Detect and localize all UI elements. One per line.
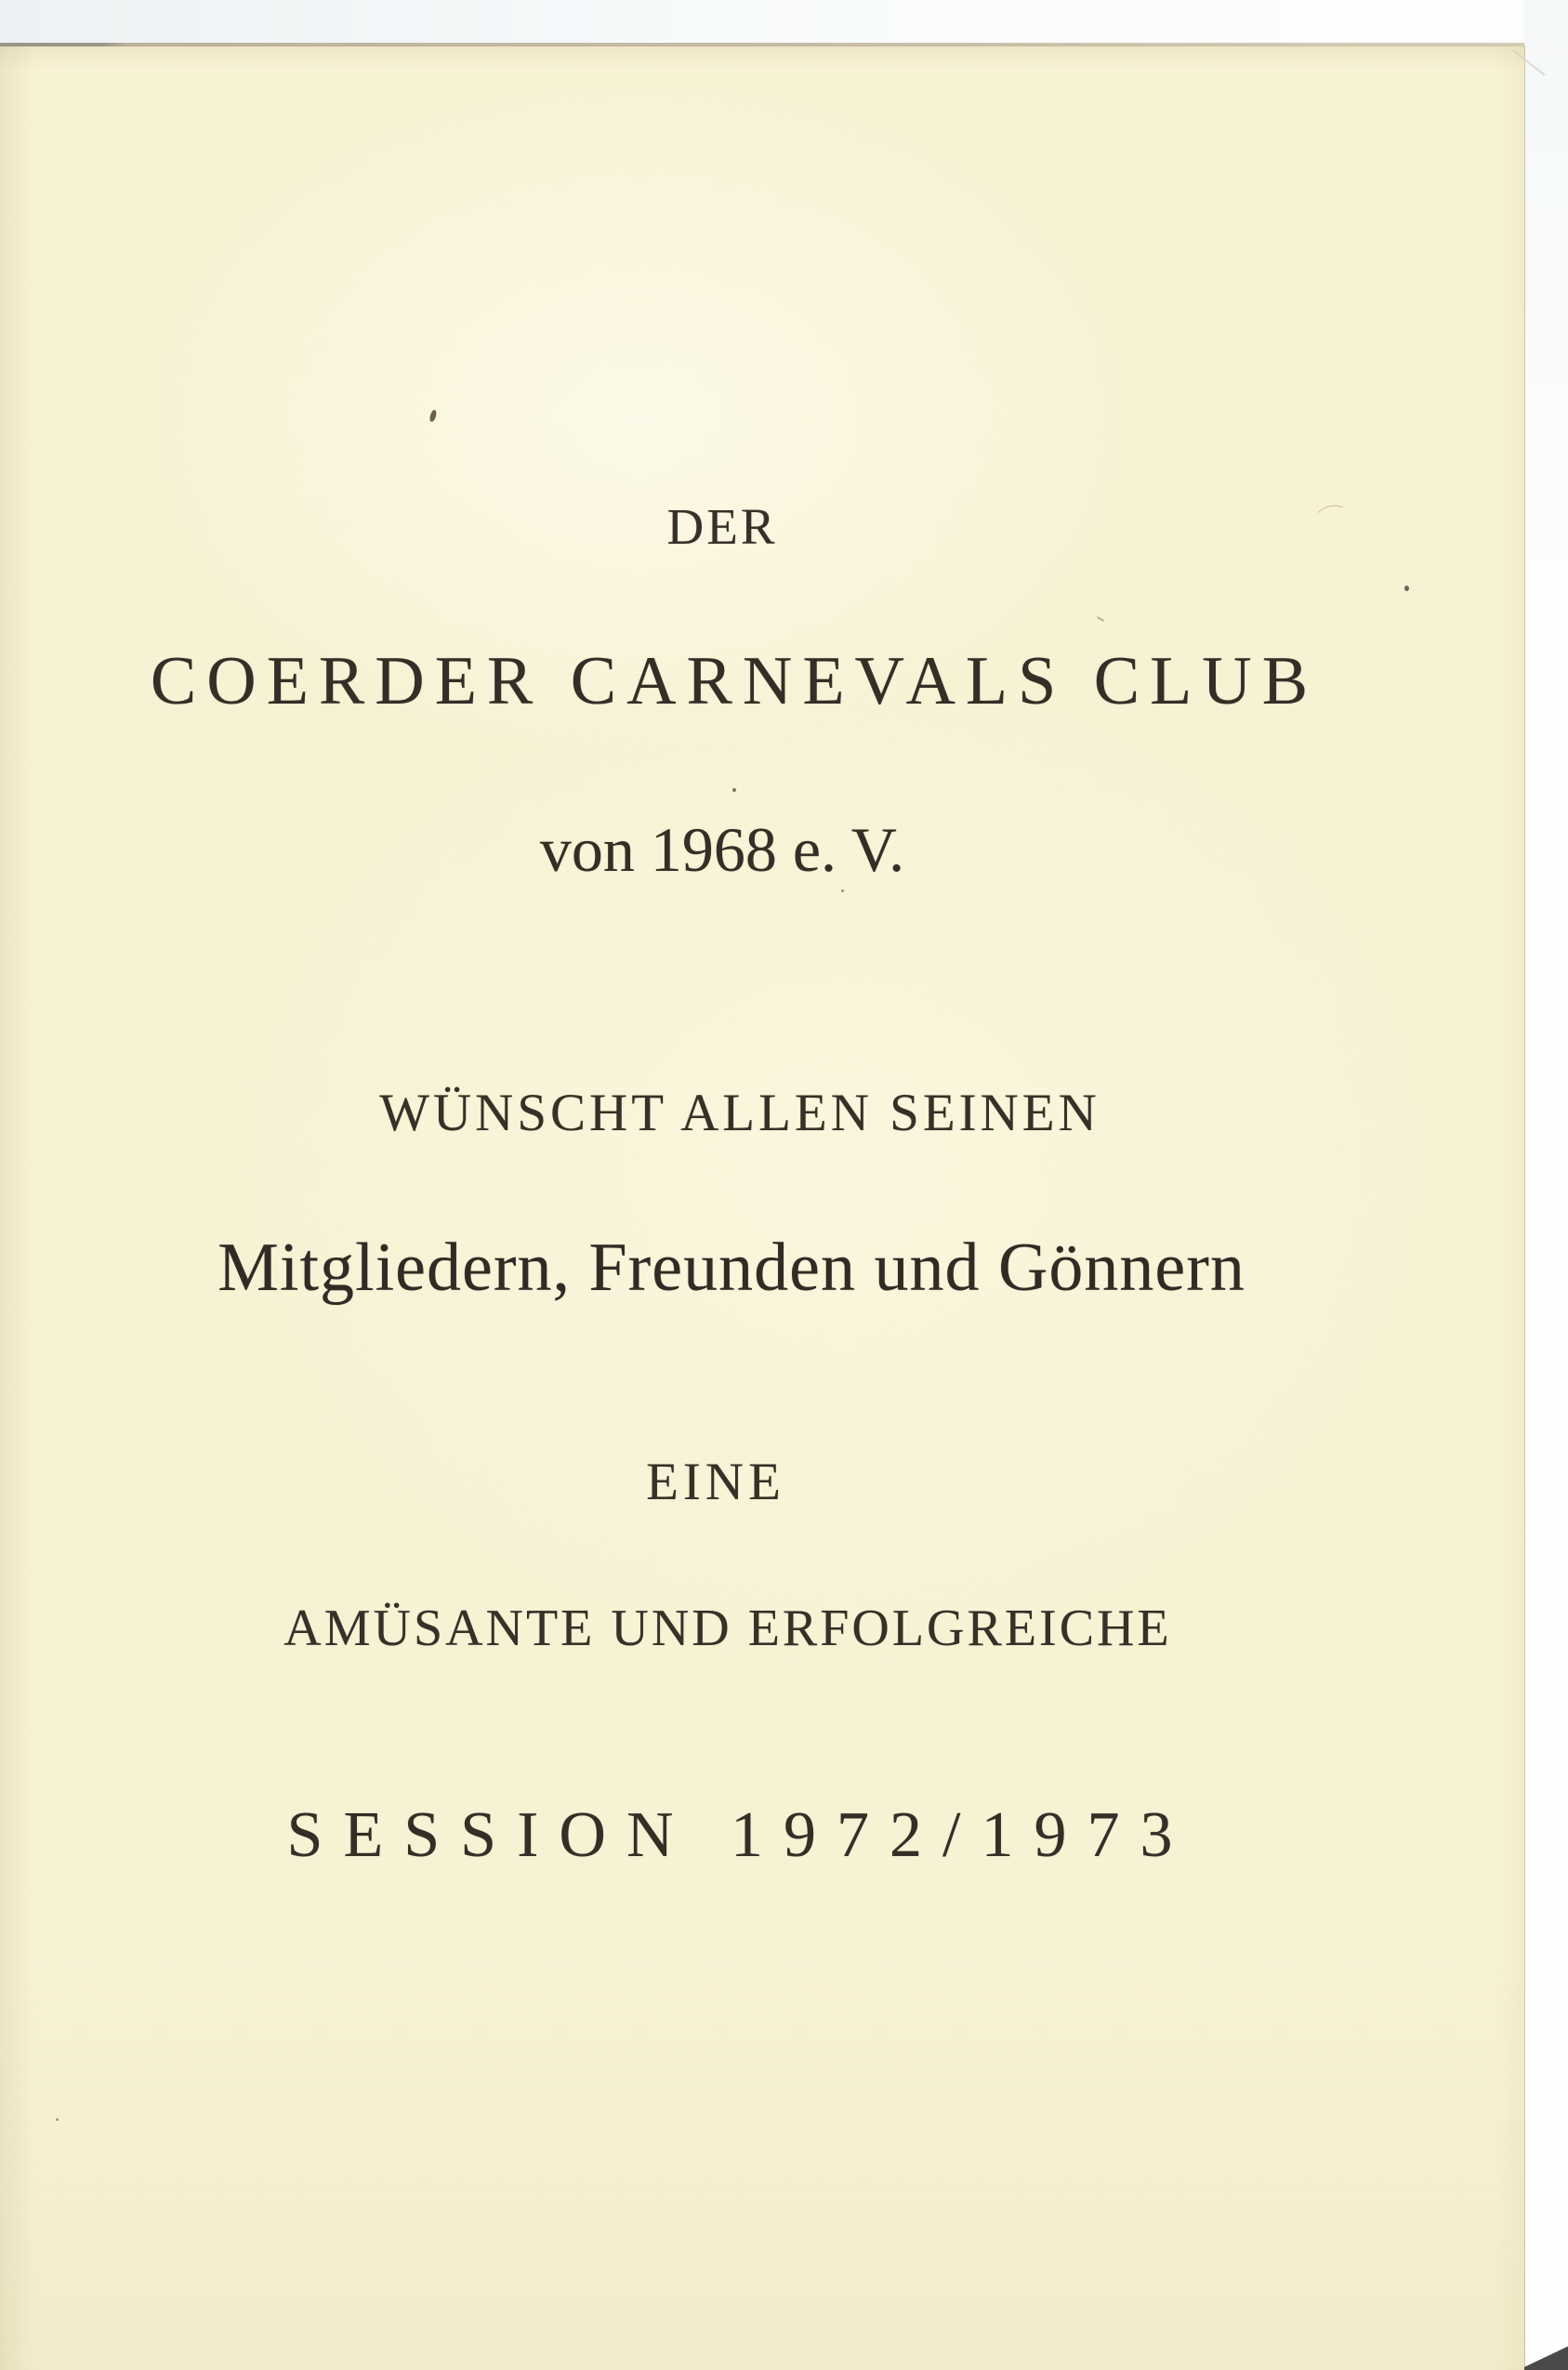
- page-paper: [0, 46, 1525, 2370]
- line-session-years: SESSION 1972/1973: [286, 1799, 1193, 1871]
- line-club-name: COERDER CARNEVALS CLUB: [150, 643, 1319, 719]
- scan-speck: [56, 2118, 59, 2121]
- line-club-founding: von 1968 e. V.: [539, 814, 905, 885]
- scan-speck: [732, 788, 736, 792]
- line-wishes-recipients: Mitgliedern, Freunden und Gönnern: [217, 1230, 1245, 1306]
- paper-top-edge: [0, 43, 1524, 46]
- scan-fiber: [1097, 616, 1104, 622]
- line-wishes-adjectives: AMÜSANTE UND ERFOLGREICHE: [283, 1600, 1172, 1657]
- scan-speck: [428, 409, 438, 422]
- scanner-background-top: [0, 0, 1568, 46]
- line-eine: EINE: [646, 1453, 785, 1511]
- line-wishes-intro: WÜNSCHT ALLEN SEINEN: [379, 1084, 1100, 1142]
- scan-speck: [1404, 586, 1409, 591]
- line-article-der: DER: [666, 498, 778, 555]
- scanner-background-right: [1524, 0, 1568, 2370]
- scan-speck: [841, 889, 844, 892]
